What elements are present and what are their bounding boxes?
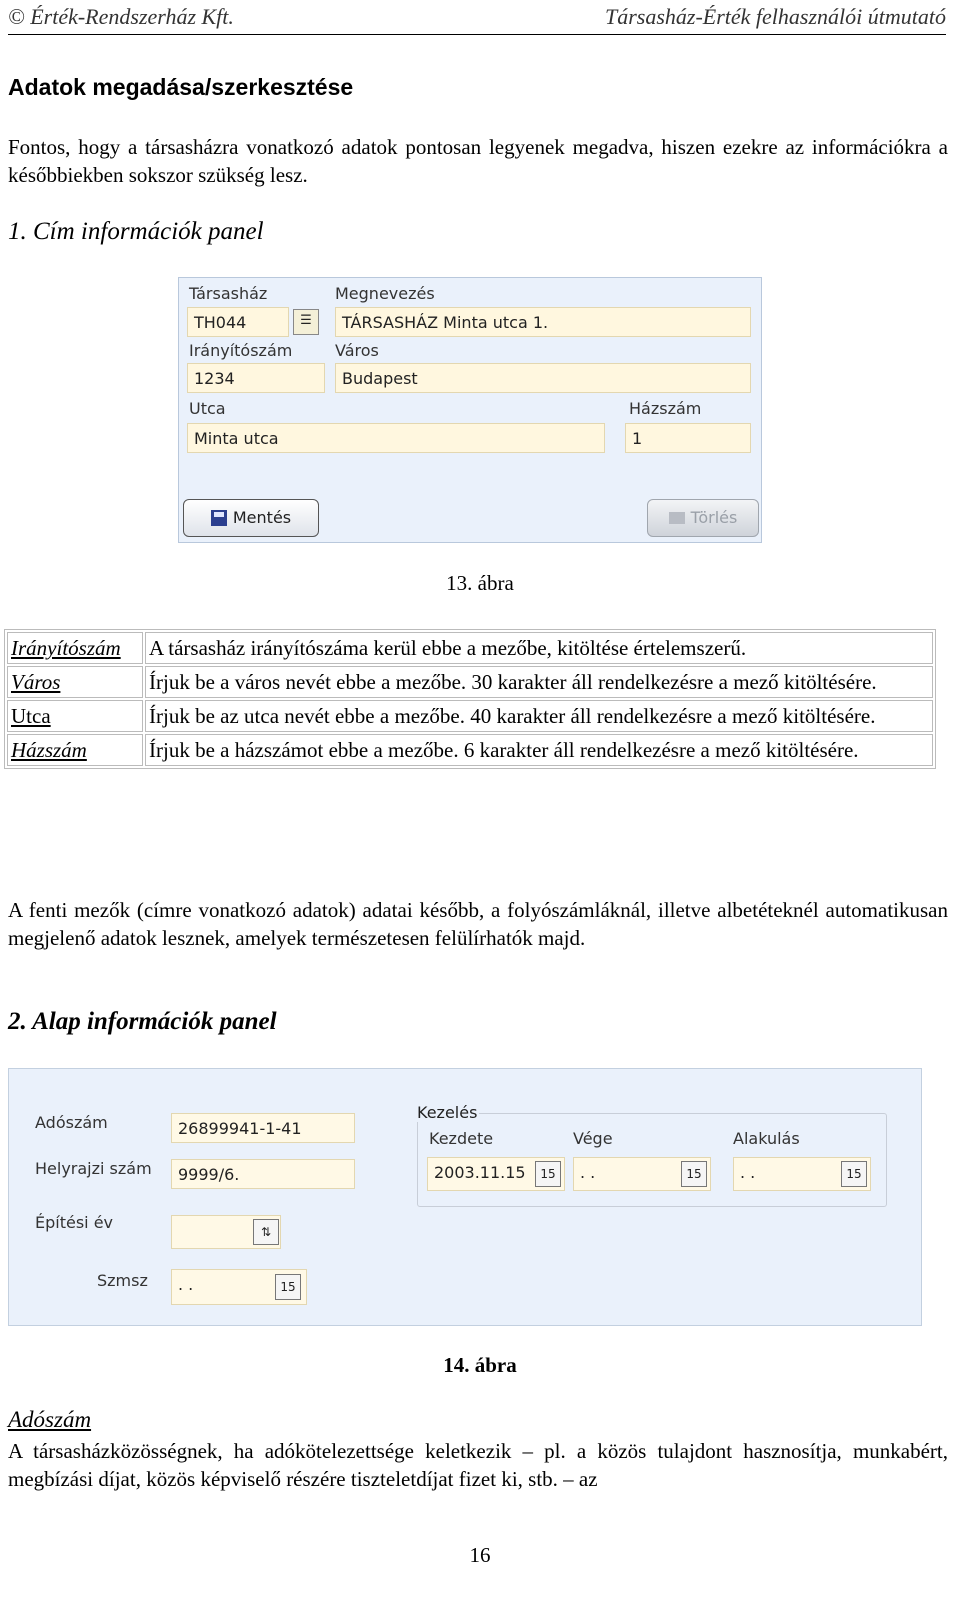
header-left: © Érték-Rendszerház Kft. <box>8 4 234 29</box>
tarsashaz-field[interactable]: TH044 <box>187 307 289 337</box>
desc-varos: Írjuk be a város nevét ebbe a mezőbe. 30 karakter áll rendelkezésre a mező kitöltésére. <box>145 666 933 698</box>
panel2-heading: 2. Alap információk panel <box>8 1008 277 1035</box>
term-varos: Város <box>7 666 143 698</box>
label-adoszam: Adószám <box>35 1113 108 1132</box>
adoszam-text: A társasházközösségnek, ha adókötelezettsége keletkezik – pl. a közös tulajdont hasznosítja, munkabért, megbízási díjat, közös képviselő részére tiszteletdíjat fizet ki, stb. – az <box>8 1439 948 1491</box>
page-number: 16 <box>469 1543 491 1567</box>
megnevezes-field[interactable]: TÁRSASHÁZ Minta utca 1. <box>335 307 751 337</box>
save-button[interactable] <box>183 499 319 537</box>
adoszam-paragraph <box>8 1437 948 1493</box>
panel1-heading: 1. Cím információk panel <box>8 218 264 245</box>
delete-button[interactable] <box>647 499 759 537</box>
header-right: Társasház-Érték felhasználói útmutató <box>604 4 946 29</box>
label-megnevezes: Megnevezés <box>335 284 435 303</box>
iranyitoszam-field[interactable]: 1234 <box>187 363 325 393</box>
spinner-arrows-icon[interactable]: ⇅ <box>253 1219 279 1245</box>
floppy-disk-icon <box>211 510 227 526</box>
middle-paragraph <box>8 896 948 952</box>
label-helyrajzi: Helyrajzi szám <box>35 1159 152 1178</box>
desc-utca: Írjuk be az utca nevét ebbe a mezőbe. 40 karakter áll rendelkezésre a mező kitöltésére. <box>145 700 933 732</box>
figure-14-caption: 14. ábra <box>443 1353 517 1377</box>
calendar-icon[interactable]: 15 <box>841 1161 867 1187</box>
calendar-icon[interactable]: 15 <box>535 1161 561 1187</box>
label-epitesi-ev: Építési év <box>35 1213 114 1232</box>
utca-field[interactable]: Minta utca <box>187 423 605 453</box>
label-tarsashaz: Társasház <box>189 284 268 303</box>
basic-info-panel <box>8 1068 922 1326</box>
figure-13-caption: 13. ábra <box>446 571 514 595</box>
intro-text: Fontos, hogy a társasházra vonatkozó adatok pontosan legyenek megadva, hiszen ezekre az információkra a későbbiekben sokszor szükség lesz. <box>8 135 948 187</box>
hazszam-field[interactable]: 1 <box>625 423 751 453</box>
address-info-panel <box>178 277 762 543</box>
term-utca: Utca <box>7 700 143 732</box>
vege-field[interactable]: . . <box>573 1157 711 1191</box>
table-row <box>7 666 933 698</box>
label-szmsz: Szmsz <box>97 1271 148 1290</box>
desc-iranyitoszam: A társasház irányítószáma kerül ebbe a mezőbe, kitöltése értelemszerű. <box>145 632 933 664</box>
calendar-icon[interactable]: 15 <box>681 1161 707 1187</box>
label-vege: Vége <box>573 1129 613 1148</box>
save-label: Mentés <box>232 508 292 527</box>
label-kezdete: Kezdete <box>429 1129 494 1148</box>
term-iranyitoszam: Irányítószám <box>7 632 143 664</box>
label-alakulas: Alakulás <box>733 1129 800 1148</box>
desc-hazszam: Írjuk be a házszámot ebbe a mezőbe. 6 karakter áll rendelkezésre a mező kitöltésére. <box>145 734 933 766</box>
field-definitions-table <box>4 629 936 769</box>
szmsz-field[interactable]: . . <box>171 1269 307 1305</box>
varos-field[interactable]: Budapest <box>335 363 751 393</box>
header-divider <box>8 34 946 35</box>
table-row <box>7 700 933 732</box>
label-utca: Utca <box>189 399 226 418</box>
calendar-icon[interactable]: 15 <box>275 1274 301 1300</box>
table-row <box>7 734 933 766</box>
adoszam-field[interactable]: 26899941-1-41 <box>171 1113 355 1143</box>
table-row <box>7 632 933 664</box>
kezeles-title: Kezelés <box>417 1103 478 1122</box>
delete-label: Törlés <box>690 508 738 527</box>
lookup-list-icon[interactable]: ☰ <box>293 309 319 335</box>
eraser-icon <box>669 512 685 524</box>
helyrajzi-field[interactable]: 9999/6. <box>171 1159 355 1189</box>
adoszam-term: Adószám <box>8 1407 92 1432</box>
middle-text: A fenti mezők (címre vonatkozó adatok) adatai később, a folyószámláknál, illetve albetéteknél automatikusan megjelenő adatok lesznek, amelyek természetesen felülírhatók majd. <box>8 898 948 950</box>
intro-paragraph <box>8 133 948 189</box>
label-hazszam: Házszám <box>629 399 702 418</box>
kezdete-field[interactable]: 2003.11.15 <box>427 1157 565 1191</box>
section-title: Adatok megadása/szerkesztése <box>8 74 354 100</box>
label-varos: Város <box>335 341 379 360</box>
term-hazszam: Házszám <box>7 734 143 766</box>
label-iranyitoszam: Irányítószám <box>189 341 293 360</box>
alakulas-field[interactable]: . . <box>733 1157 871 1191</box>
